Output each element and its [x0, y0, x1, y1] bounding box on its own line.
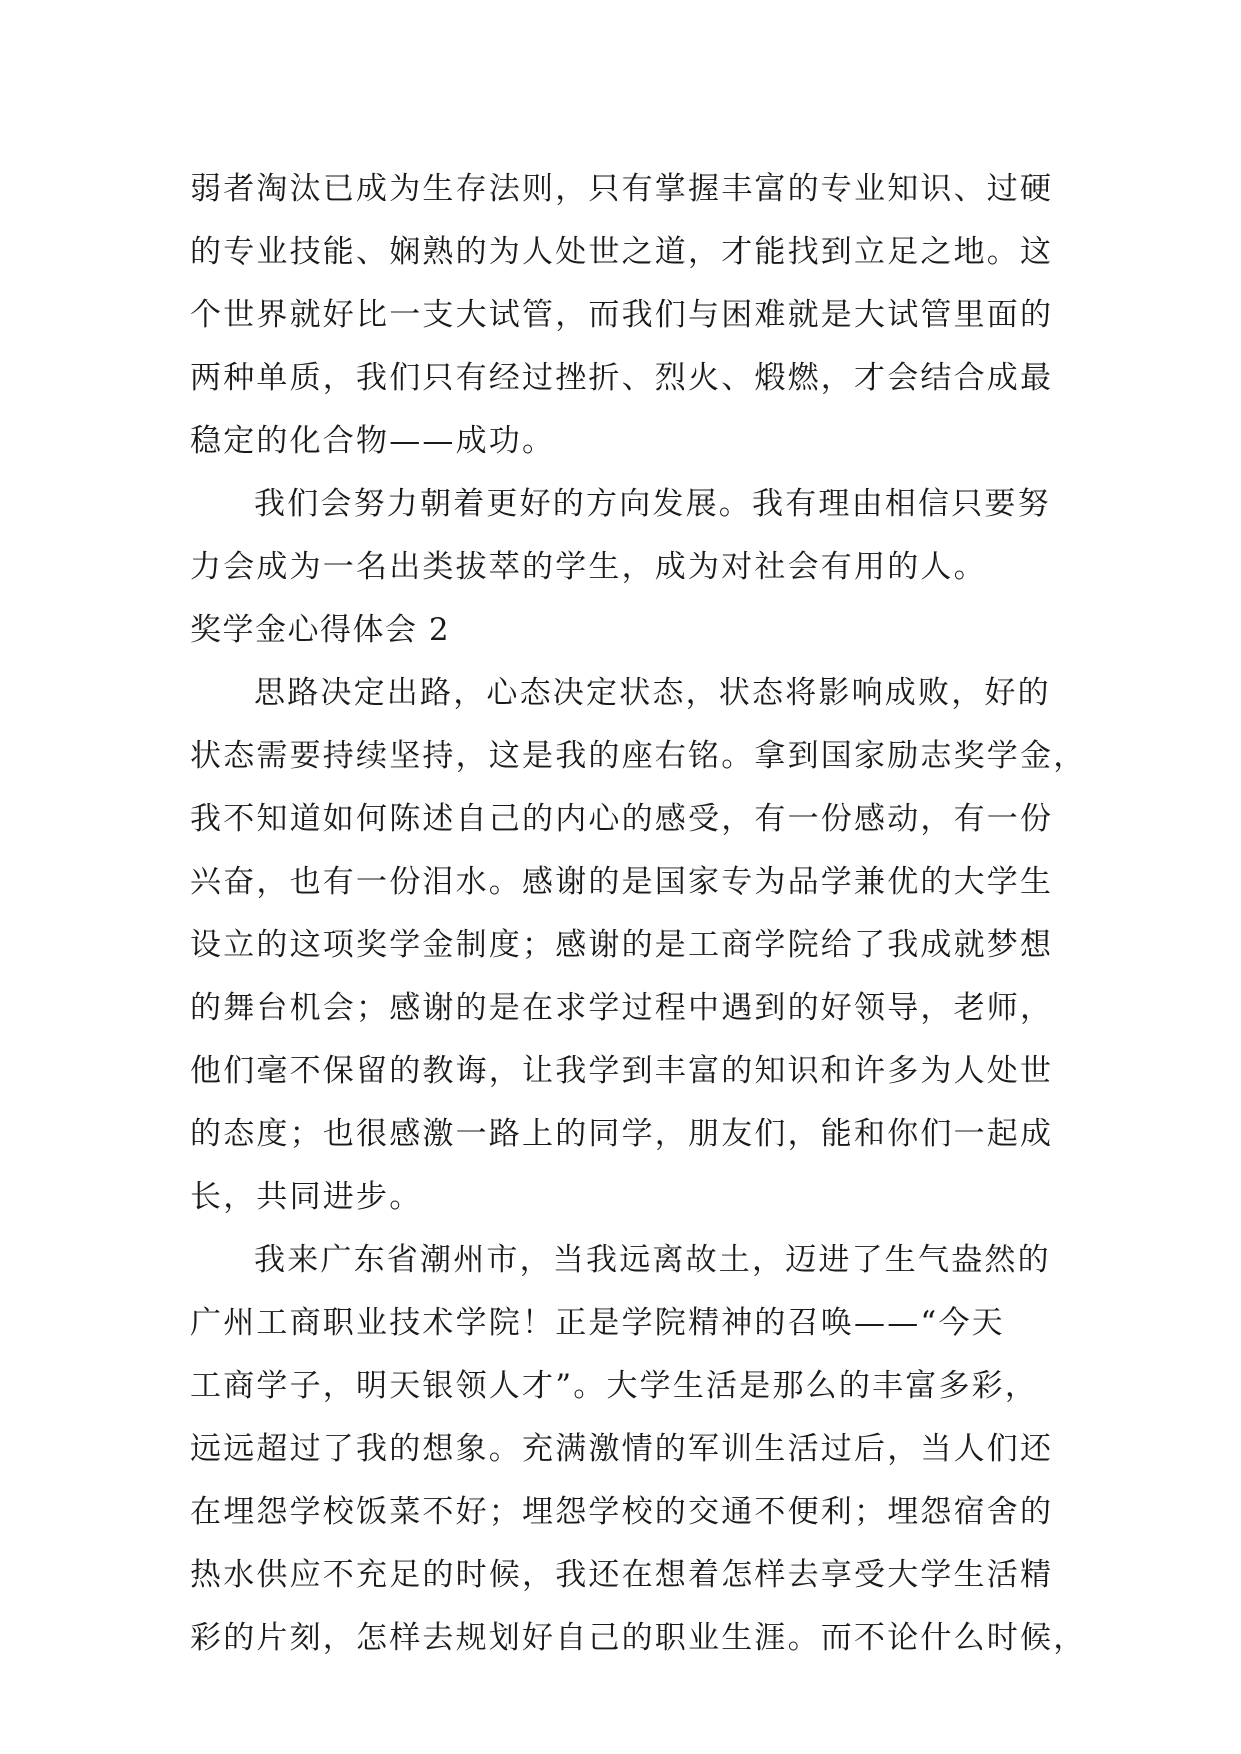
paragraph-line: 彩的片刻，怎样去规划好自己的职业生涯。而不论什么时候，	[190, 1620, 1087, 1656]
paragraph-line: 兴奋，也有一份泪水。感谢的是国家专为品学兼优的大学生	[190, 864, 1054, 900]
paragraph-line: 稳定的化合物——成功。	[190, 423, 556, 459]
paragraph-line: 的专业技能、娴熟的为人处世之道，才能找到立足之地。这	[190, 234, 1054, 270]
paragraph-line: 设立的这项奖学金制度；感谢的是工商学院给了我成就梦想	[190, 927, 1054, 963]
paragraph-line: 我们会努力朝着更好的方向发展。我有理由相信只要努	[254, 486, 1051, 522]
paragraph-line: 广州工商职业技术学院！正是学院精神的召唤——“今天	[190, 1305, 1005, 1341]
paragraph-line: 状态需要持续坚持，这是我的座右铭。拿到国家励志奖学金，	[190, 738, 1087, 774]
paragraph-line: 个世界就好比一支大试管，而我们与困难就是大试管里面的	[190, 297, 1054, 333]
paragraph-line: 工商学子，明天银领人才”。大学生活是那么的丰富多彩，	[190, 1368, 1039, 1404]
paragraph-line: 远远超过了我的想象。充满激情的军训生活过后，当人们还	[190, 1431, 1054, 1467]
document-body	[190, 158, 1087, 1670]
paragraph-line: 两种单质，我们只有经过挫折、烈火、煅燃，才会结合成最	[190, 360, 1054, 396]
paragraph-line: 弱者淘汰已成为生存法则，只有掌握丰富的专业知识、过硬	[190, 171, 1054, 207]
paragraph-line: 长，共同进步。	[190, 1179, 423, 1215]
paragraph-line: 在埋怨学校饭菜不好；埋怨学校的交通不便利；埋怨宿舍的	[190, 1494, 1054, 1530]
paragraph-line: 他们毫不保留的教诲，让我学到丰富的知识和许多为人处世	[190, 1053, 1054, 1089]
section-heading: 奖学金心得体会 2	[190, 612, 451, 648]
paragraph-line: 我来广东省潮州市，当我远离故土，迈进了生气盎然的	[254, 1242, 1051, 1278]
paragraph-line: 力会成为一名出类拔萃的学生，成为对社会有用的人。	[190, 549, 987, 585]
paragraph-line: 的态度；也很感激一路上的同学，朋友们，能和你们一起成	[190, 1116, 1054, 1152]
paragraph-line: 思路决定出路，心态决定状态，状态将影响成败，好的	[254, 675, 1051, 711]
paragraph-line: 热水供应不充足的时候，我还在想着怎样去享受大学生活精	[190, 1557, 1054, 1593]
paragraph-line: 我不知道如何陈述自己的内心的感受，有一份感动，有一份	[190, 801, 1054, 837]
paragraph-line: 的舞台机会；感谢的是在求学过程中遇到的好领导，老师，	[190, 990, 1054, 1026]
